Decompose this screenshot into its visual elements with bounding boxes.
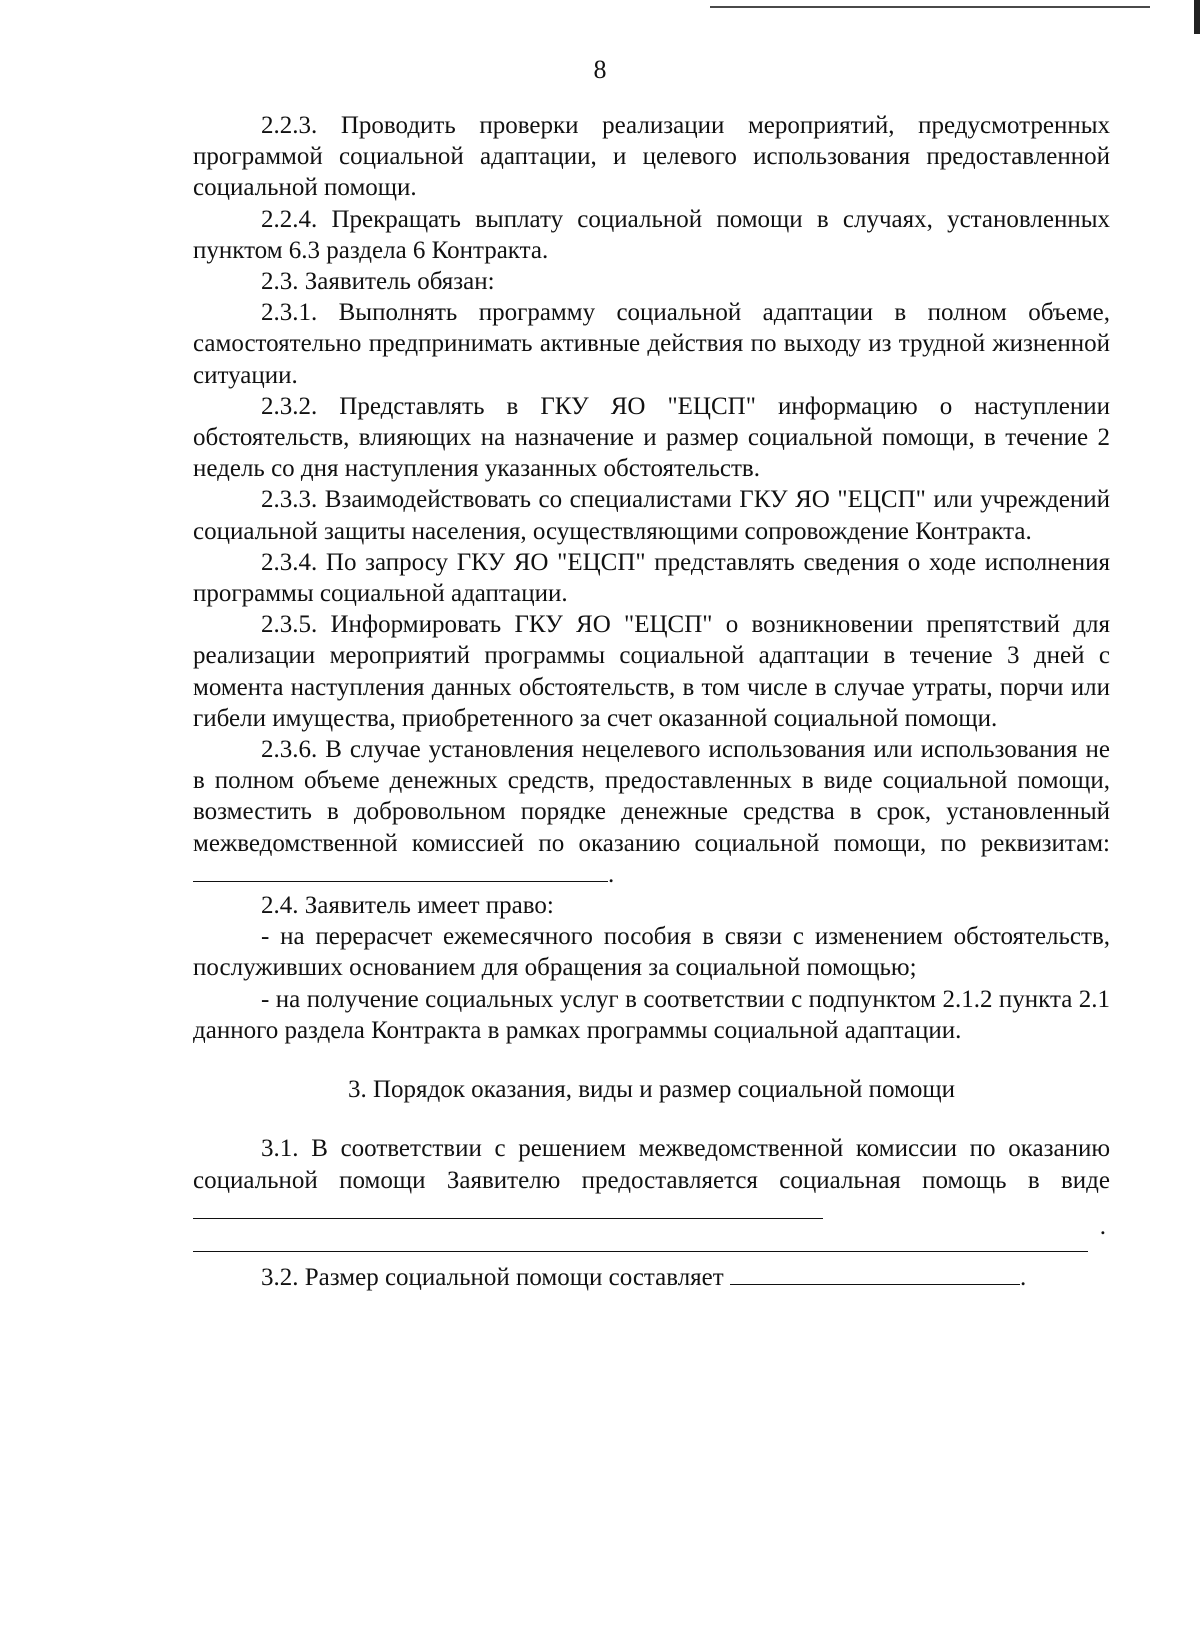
scan-edge-line — [710, 6, 1150, 8]
paragraph-2-4-services: - на получение социальных услуг в соответствии с подпунктом 2.1.2 пункта 2.1 данного раздела Контракта в рамках программы социальной адаптации. — [193, 985, 1110, 1044]
paragraph-3-1: 3.1. В соответствии с решением межведомственной комиссии по оказанию социальной помощи Заявителю предоставляется социальная помощь в виде — [193, 1135, 1110, 1194]
paragraph-2-4-recalc: - на перерасчет ежемесячного пособия в связи с изменением обстоятельств, послуживших основанием для обращения за социальной помощью; — [193, 923, 1110, 982]
aid-type-period: . — [1099, 1212, 1106, 1240]
paragraph-2-2-4: 2.2.4. Прекращать выплату социальной помощи в случаях, установленных пунктом 6.3 раздела 6 Контракта. — [193, 205, 1110, 264]
paragraph-2-3-6: 2.3.6. В случае установления нецелевого использования или использования не в полном объеме денежных средств, предоставленных в виде социальной помощи, возместить в добровольном порядке денежные средства в срок, установленный межведомственной комиссией по оказанию социальной помощи, по реквизитам: — [193, 736, 1110, 857]
paragraph-3-1-container — [193, 1133, 1110, 1227]
paragraph-2-3-4: 2.3.4. По запросу ГКУ ЯО "ЕЦСП" представлять сведения о ходе исполнения программы социальной адаптации. — [193, 548, 1110, 608]
paragraph-2-4: 2.4. Заявитель имеет право: — [261, 892, 554, 920]
aid-type-blank-line — [193, 1227, 1088, 1252]
paragraph-2-3-5: 2.3.5. Информировать ГКУ ЯО "ЕЦСП" о возникновении препятствий для реализации мероприятий программы социальной адаптации в течение 3 дней с момента наступления данных обстоятельств, в том числе в случае утраты, порчи или гибели имущества, приобретенного за счет оказанной социальной помощи. — [193, 611, 1110, 732]
paragraph-2-2-3: 2.2.3. Проводить проверки реализации мероприятий, предусмотренных программой социальной адаптации, и целевого использования предоставленной социальной помощи. — [193, 112, 1110, 202]
aid-amount-period: . — [1019, 1263, 1027, 1291]
document-body — [193, 110, 1110, 1293]
paragraph-3-2-container — [193, 1262, 1110, 1293]
page-number: 8 — [593, 55, 607, 84]
section-3-heading: 3. Порядок оказания, виды и размер социальной помощи — [347, 1076, 956, 1104]
aid-type-continuation — [193, 1212, 1110, 1252]
requisites-period: . — [608, 860, 615, 888]
aid-type-blank — [193, 1196, 823, 1219]
paragraph-2-3-6-container — [193, 734, 1110, 890]
paragraph-2-3-3: 2.3.3. Взаимодействовать со специалистами ГКУ ЯО "ЕЦСП" или учреждений социальной защиты населения, осуществляющими сопровождение Контракта. — [193, 486, 1110, 545]
paragraph-2-3-1: 2.3.1. Выполнять программу социальной адаптации в полном объеме, самостоятельно предпринимать активные действия по выходу из трудной жизненной ситуации. — [193, 299, 1110, 389]
paragraph-2-3-2: 2.3.2. Представлять в ГКУ ЯО "ЕЦСП" информацию о наступлении обстоятельств, влияющих на назначение и размер социальной помощи, в течение 2 недель со дня наступления указанных обстоятельств. — [193, 392, 1110, 483]
paragraph-2-3: 2.3. Заявитель обязан: — [261, 268, 495, 296]
scan-edge-mark — [1194, 0, 1200, 34]
paragraph-3-2: 3.2. Размер социальной помощи составляет — [261, 1263, 724, 1291]
aid-amount-blank — [730, 1262, 1020, 1285]
requisites-blank — [193, 859, 608, 882]
